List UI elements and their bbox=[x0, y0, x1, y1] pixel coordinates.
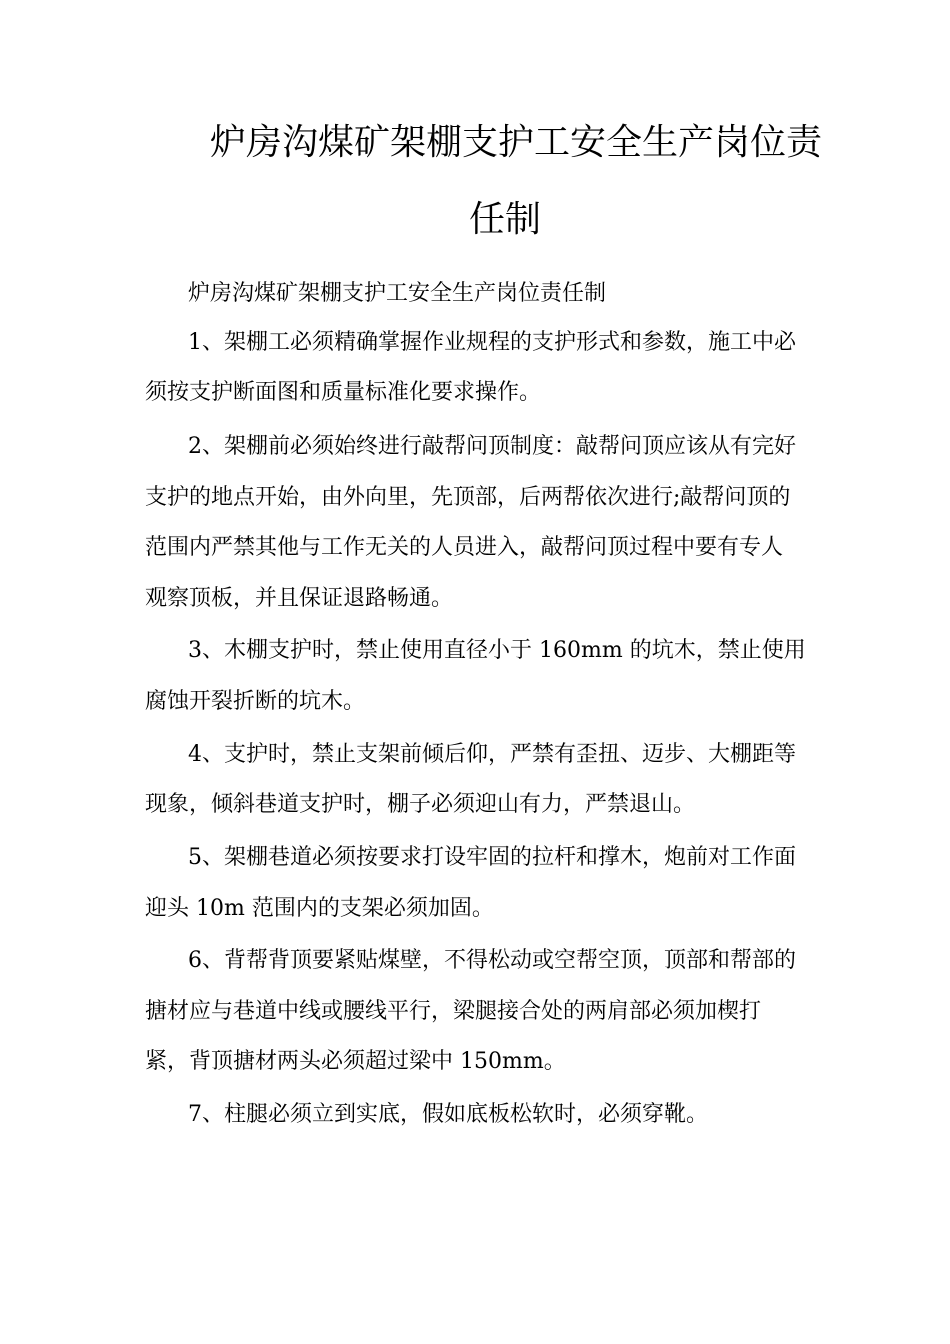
item-5-line-1: 5、架棚巷道必须按要求打设牢固的拉杆和撑木，炮前对工作面 bbox=[188, 845, 796, 870]
item-2-line-1: 2、架棚前必须始终进行敲帮问顶制度：敲帮问顶应该从有完好 bbox=[188, 434, 796, 459]
item-7-line-1: 7、柱腿必须立到实底，假如底板松软时，必须穿靴。 bbox=[188, 1102, 708, 1127]
item-3-line-2: 腐蚀开裂折断的坑木。 bbox=[145, 689, 366, 714]
item-6-line-1: 6、背帮背顶要紧贴煤壁，不得松动或空帮空顶，顶部和帮部的 bbox=[188, 948, 796, 973]
item-1-line-1: 1、架棚工必须精确掌握作业规程的支护形式和参数，施工中必 bbox=[188, 330, 796, 355]
intro-paragraph: 炉房沟煤矿架棚支护工安全生产岗位责任制 bbox=[188, 281, 607, 306]
item-2-line-4: 观察顶板，并且保证退路畅通。 bbox=[145, 586, 454, 611]
item-2-line-3: 范围内严禁其他与工作无关的人员进入，敲帮问顶过程中要有专人 bbox=[145, 535, 784, 560]
item-4-line-1: 4、支护时，禁止支架前倾后仰，严禁有歪扭、迈步、大棚距等 bbox=[188, 742, 796, 767]
item-2-line-2: 支护的地点开始，由外向里，先顶部，后两帮依次进行;敲帮问顶的 bbox=[145, 485, 791, 510]
item-6-line-2: 搪材应与巷道中线或腰线平行，梁腿接合处的两肩部必须加楔打 bbox=[145, 999, 762, 1024]
item-6-line-3: 紧，背顶搪材两头必须超过梁中 150mm。 bbox=[145, 1049, 566, 1074]
document-title-line-1: 炉房沟煤矿架棚支护工安全生产岗位责 bbox=[210, 122, 823, 163]
item-1-line-2: 须按支护断面图和质量标准化要求操作。 bbox=[145, 380, 542, 405]
item-5-line-2: 迎头 10m 范围内的支架必须加固。 bbox=[145, 896, 494, 921]
item-3-line-1: 3、木棚支护时，禁止使用直径小于 160mm 的坑木，禁止使用 bbox=[188, 638, 806, 663]
item-4-line-2: 现象，倾斜巷道支护时，棚子必须迎山有力，严禁退山。 bbox=[145, 792, 696, 817]
document-title-line-2: 任制 bbox=[468, 199, 541, 240]
